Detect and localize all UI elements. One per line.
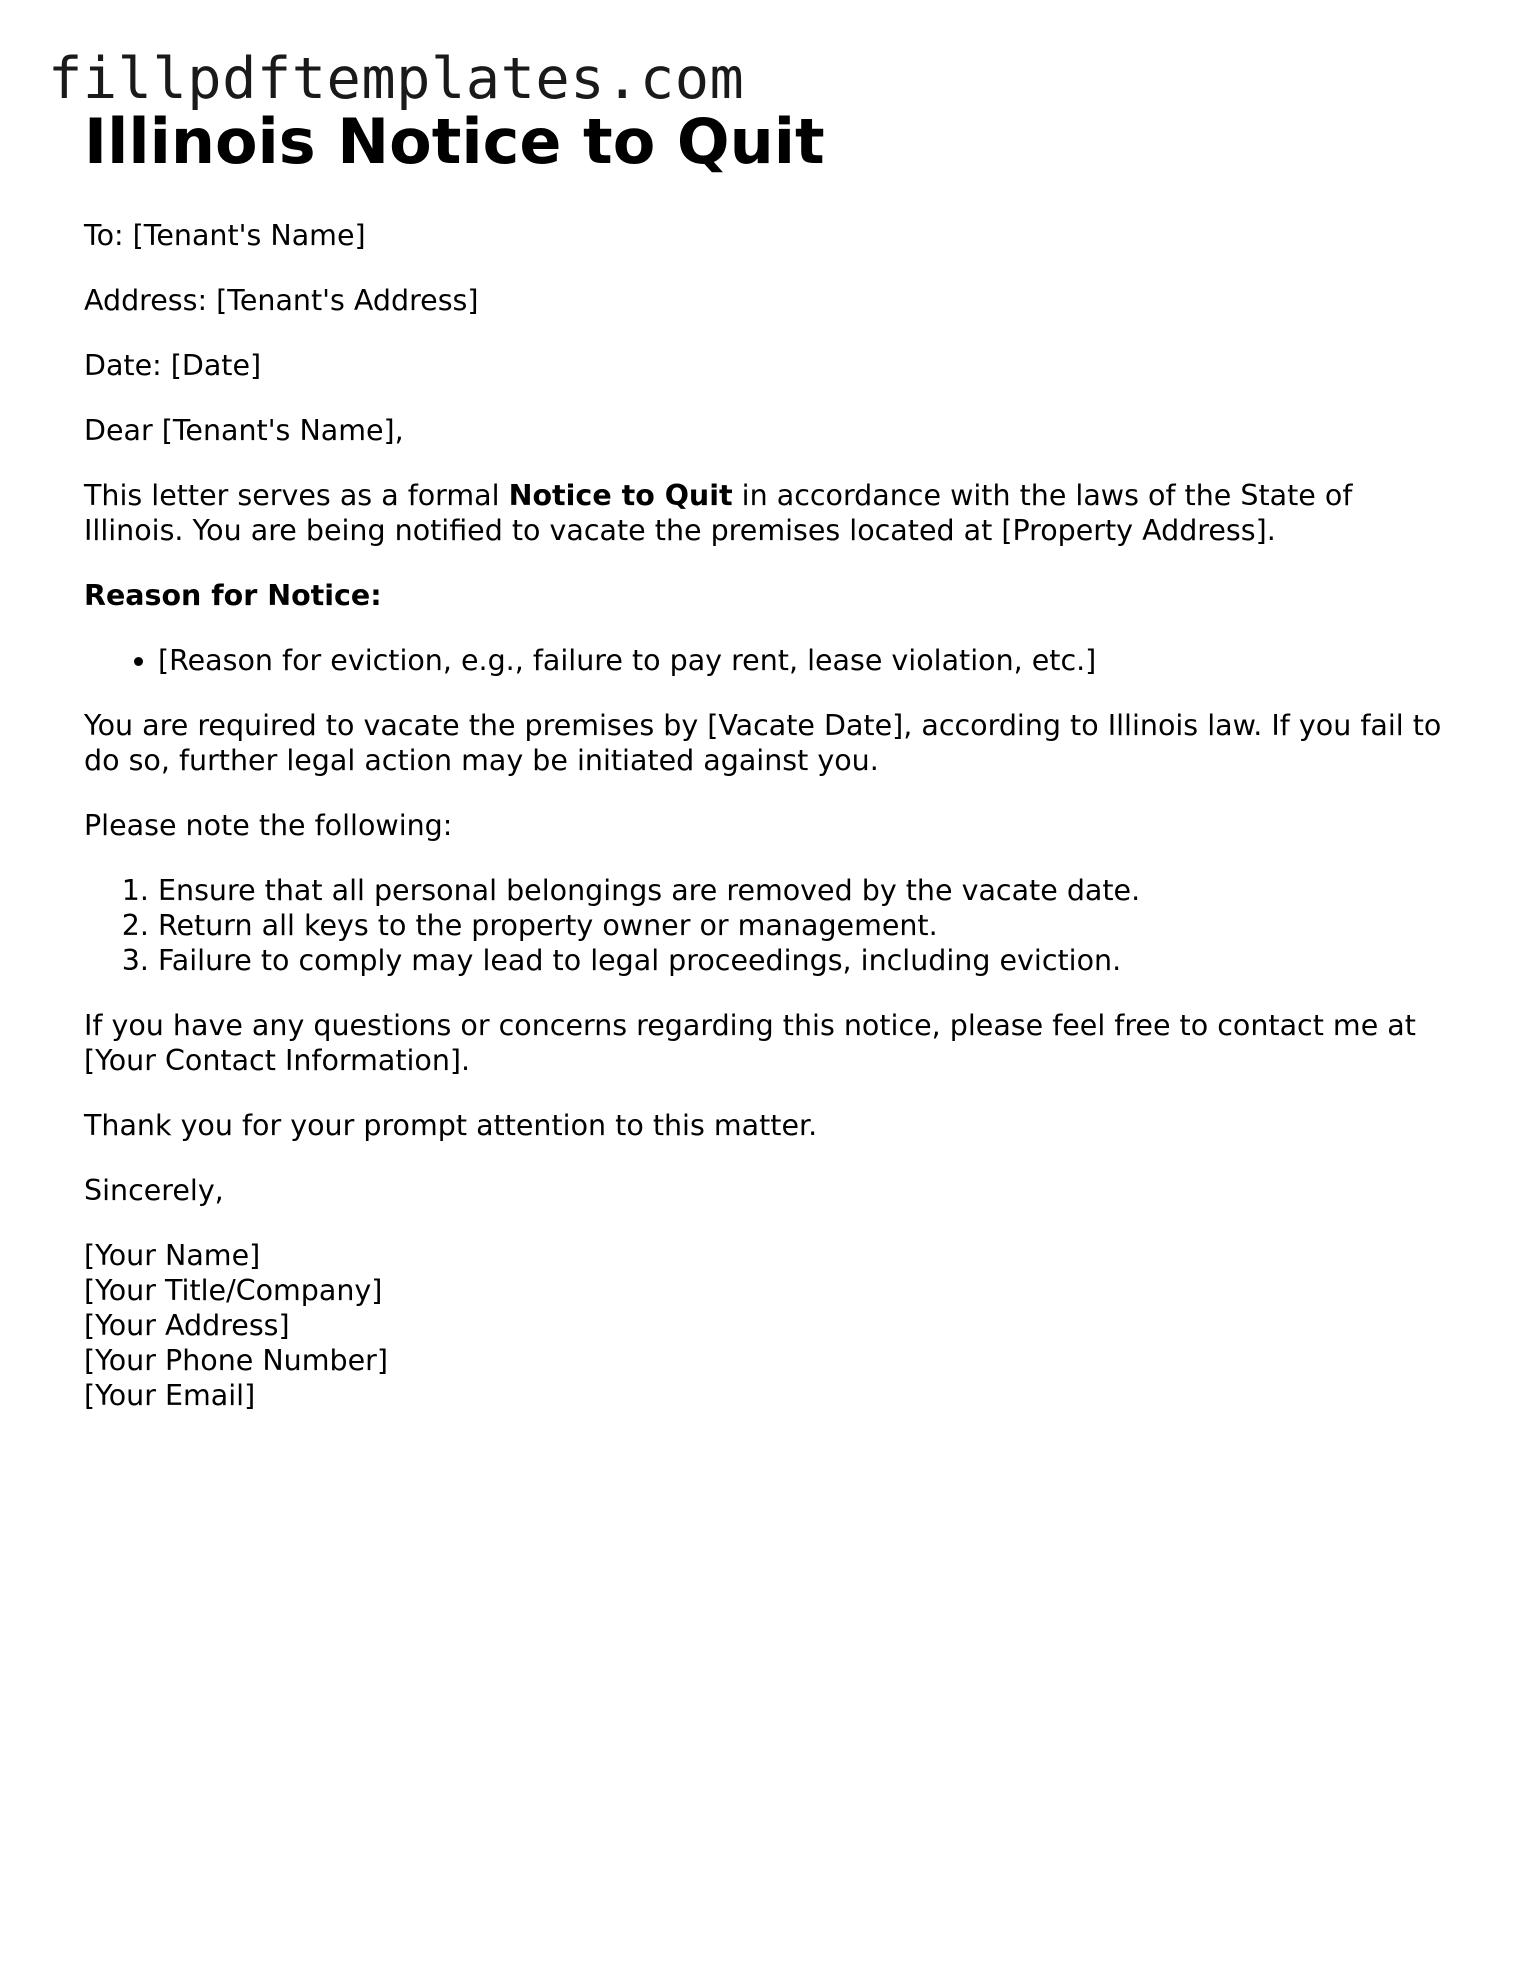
recipient-line: To: [Tenant's Name]	[84, 219, 366, 252]
signature-title-company: [Your Title/Company]	[84, 1274, 383, 1307]
recipient-address-line: Address: [Tenant's Address]	[84, 284, 479, 317]
note-intro: Please note the following:	[84, 809, 453, 842]
intro-text-before: This letter serves as a formal	[84, 479, 509, 512]
notes-list	[84, 873, 1454, 978]
note-item: 1. Ensure that all personal belongings are removed by the vacate date.	[158, 873, 1454, 908]
watermark-text: fillpdftemplates.com	[48, 46, 745, 112]
intro-text-after: in accordance with the laws of the State of Illinois. You are being notified to vacate the premises located at [Property Address].	[84, 479, 1353, 547]
signature-name: [Your Name]	[84, 1239, 261, 1272]
closing: Sincerely,	[84, 1174, 224, 1207]
note-item: 3. Failure to comply may lead to legal proceedings, including eviction.	[158, 943, 1454, 978]
page-title: Illinois Notice to Quit	[84, 105, 825, 178]
signature-block	[84, 1238, 1454, 1413]
thanks-paragraph: Thank you for your prompt attention to this matter.	[84, 1109, 818, 1142]
reason-item: • [Reason for eviction, e.g., failure to pay rent, lease violation, etc.]	[158, 643, 1454, 678]
signature-email: [Your Email]	[84, 1379, 256, 1412]
letter-body	[84, 218, 1454, 1443]
reason-list	[84, 643, 1454, 678]
reason-heading: Reason for Notice:	[84, 579, 382, 612]
questions-paragraph: If you have any questions or concerns regarding this notice, please feel free to contact me at [Your Contact Information].	[84, 1009, 1416, 1077]
signature-phone: [Your Phone Number]	[84, 1344, 388, 1377]
vacate-paragraph: You are required to vacate the premises by [Vacate Date], according to Illinois law. If you fail to do so, further legal action may be initiated against you.	[84, 709, 1442, 777]
intro-emphasis: Notice to Quit	[508, 479, 733, 512]
signature-address: [Your Address]	[84, 1309, 290, 1342]
note-item: 2. Return all keys to the property owner or management.	[158, 908, 1454, 943]
salutation: Dear [Tenant's Name],	[84, 414, 404, 447]
date-line: Date: [Date]	[84, 349, 262, 382]
intro-paragraph	[84, 478, 1454, 548]
